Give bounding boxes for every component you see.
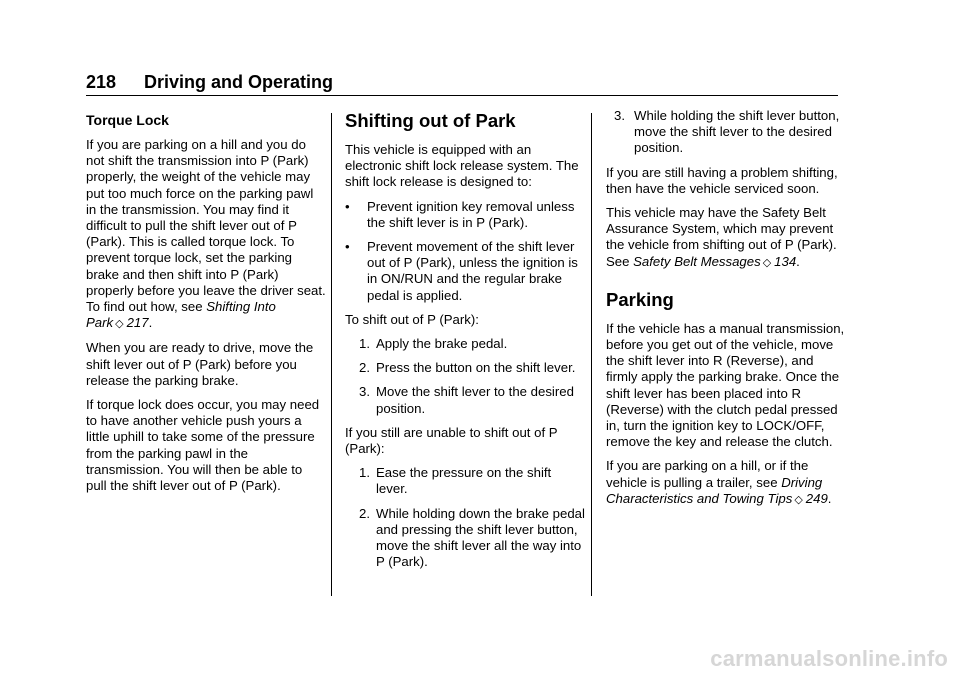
paragraph <box>86 137 326 332</box>
cross-reference-link[interactable]: Driving Characteristics and Towing Tips <box>606 474 823 506</box>
paragraph: This vehicle is equipped with an electronic shift lock release system. The shift lock release is designed to: <box>345 142 579 190</box>
bullet-item <box>345 239 585 304</box>
step-number: 1. <box>359 336 370 352</box>
step-number: 2. <box>359 505 370 521</box>
column-3 <box>606 108 846 516</box>
page-ref-number[interactable]: 217 <box>126 315 149 331</box>
section-title: Driving and Operating <box>144 72 334 92</box>
paragraph <box>606 458 846 508</box>
column-1 <box>86 108 326 502</box>
step-item <box>345 465 585 497</box>
period: . <box>827 490 832 506</box>
paragraph <box>606 205 846 271</box>
paragraph: If the vehicle has a manual transmission, before you get out of the vehicle, move the shift lever into R (Reverse), and firmly apply the parking brake. Once the shift lever has been placed into R (Reverse) with the clutch pedal pressed in, turn the ignition key to LOCK/OFF, remove the key and release the clutch. <box>606 320 845 450</box>
shifting-out-of-park-heading: Shifting out of Park <box>345 110 516 131</box>
step-number: 2. <box>359 360 370 376</box>
page-ref-icon: ◇ <box>115 318 124 331</box>
parking-heading: Parking <box>606 288 674 310</box>
bullet-icon: • <box>345 198 350 214</box>
bullet-text: Prevent movement of the shift lever out of P (Park), unless the ignition is in ON/RUN and the regular brake pedal is applied. <box>367 239 578 303</box>
paragraph: If you are still having a problem shifting, then have the vehicle serviced soon. <box>606 164 838 196</box>
page-ref-icon: ◇ <box>794 493 803 506</box>
column-2 <box>345 108 585 578</box>
step-number: 3. <box>359 384 370 400</box>
page-header <box>86 66 838 96</box>
cross-reference-link[interactable]: Shifting Into Park <box>86 299 276 331</box>
step-item <box>345 384 585 416</box>
page-ref-icon: ◇ <box>762 256 772 269</box>
paragraph: To shift out of P (Park): <box>345 311 479 327</box>
page-number: 218 <box>86 72 117 92</box>
paragraph: If torque lock does occur, you may need to have another vehicle push yours a little uphill to take some of the pressure from the parking pawl in the transmission. You will then be able to pull the shift lever out of P (Park). <box>86 397 320 494</box>
step-text: Move the shift lever to the desired position. <box>376 384 574 416</box>
step-item <box>345 360 585 376</box>
step-text: Ease the pressure on the shift lever. <box>376 465 552 497</box>
bullet-text: Prevent ignition key removal unless the shift lever is in P (Park). <box>367 198 575 230</box>
step-text: While holding the shift lever button, move the shift lever to the desired position. <box>634 108 840 156</box>
torque-lock-heading: Torque Lock <box>86 112 169 128</box>
page-ref-number[interactable]: 249 <box>805 490 828 506</box>
step-number: 1. <box>359 465 370 481</box>
step-item <box>606 108 846 157</box>
period: . <box>148 315 153 331</box>
paragraph: If you still are unable to shift out of P (Park): <box>345 424 558 457</box>
step-text: Apply the brake pedal. <box>376 336 508 352</box>
paragraph: When you are ready to drive, move the shift lever out of P (Park) before you release the parking brake. <box>86 340 314 388</box>
step-text: While holding down the brake pedal and pressing the shift lever button, move the shift lever all the way into P (Park). <box>376 505 585 570</box>
paragraph-text: If you are parking on a hill, or if the vehicle is pulling a trailer, see <box>606 458 809 490</box>
paragraph-text: This vehicle may have the Safety Belt Assurance System, which may prevent the vehicle from shifting out of P (Park). See <box>606 205 837 269</box>
step-text: Press the button on the shift lever. <box>376 360 576 376</box>
bullet-icon: • <box>345 239 350 255</box>
step-number: 3. <box>614 108 625 123</box>
column-divider <box>331 113 332 596</box>
watermark: carmanualsonline.info <box>710 646 948 671</box>
paragraph-text: If you are parking on a hill and you do not shift the transmission into P (Park) properly, the weight of the vehicle may put too much force on the parking pawl in the transmission. You may find it difficult to pull the shift lever out of P (Park). This is called torque lock. To prevent torque lock, set the parking brake and then shift into P (Park) properly before you leave the driver seat. To find out how, see <box>86 137 326 315</box>
period: . <box>796 253 800 269</box>
bullet-item <box>345 199 585 231</box>
column-divider <box>591 113 592 596</box>
page-ref-number[interactable]: 134 <box>774 253 797 269</box>
cross-reference-link[interactable]: Safety Belt Messages <box>633 253 761 269</box>
step-item <box>345 506 585 571</box>
step-item <box>345 336 585 352</box>
